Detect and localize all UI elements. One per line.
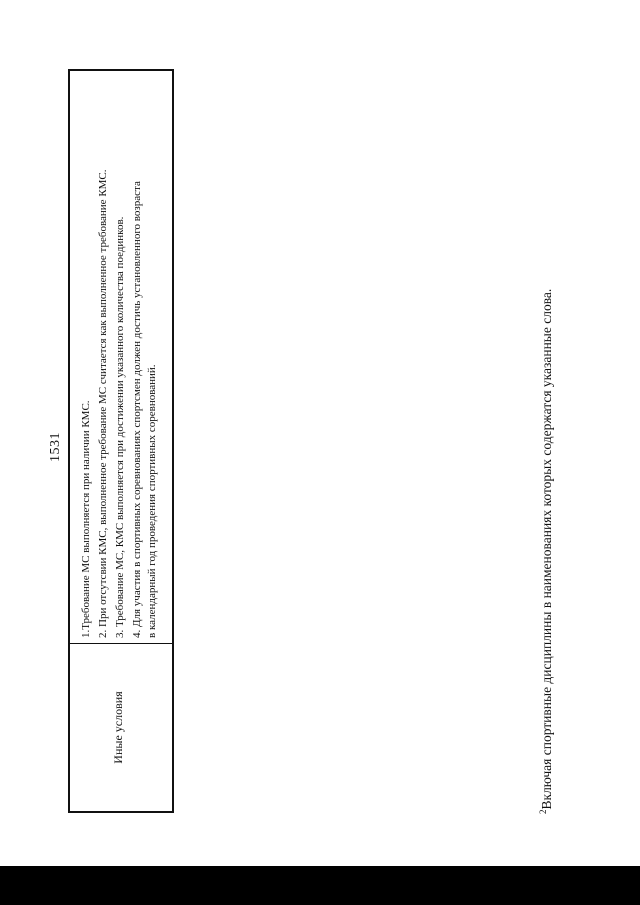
rule-item-2: 2. При отсутсвии КМС, выполненное требование МС считается как выполненное требование КМС. <box>97 169 109 638</box>
table-label-cell <box>70 643 172 811</box>
page-number: 1531 <box>48 432 63 462</box>
scanner-border <box>0 866 640 905</box>
footnote-marker: 2 <box>538 809 548 814</box>
table-label: Иные условия <box>110 691 125 764</box>
footnote-text: Включая спортивные дисциплины в наименованиях которых содержатся указанные слова. <box>539 288 554 810</box>
conditions-table <box>68 69 174 813</box>
rule-item-1: 1.Требование МС выполняется при наличии КМС. <box>80 400 92 638</box>
table-rules-cell <box>70 71 172 643</box>
footnote <box>538 289 555 814</box>
rule-item-4: 4. Для участия в спортивных соревнованиях спортсмен должен достичь установленного возраста <box>131 181 143 638</box>
rule-item-4-continuation: в календарный год проведения спортивных соревнований. <box>146 364 158 638</box>
rule-item-3: 3. Требование МС, КМС выполняется при достижении указанного количества поединков. <box>114 216 126 638</box>
